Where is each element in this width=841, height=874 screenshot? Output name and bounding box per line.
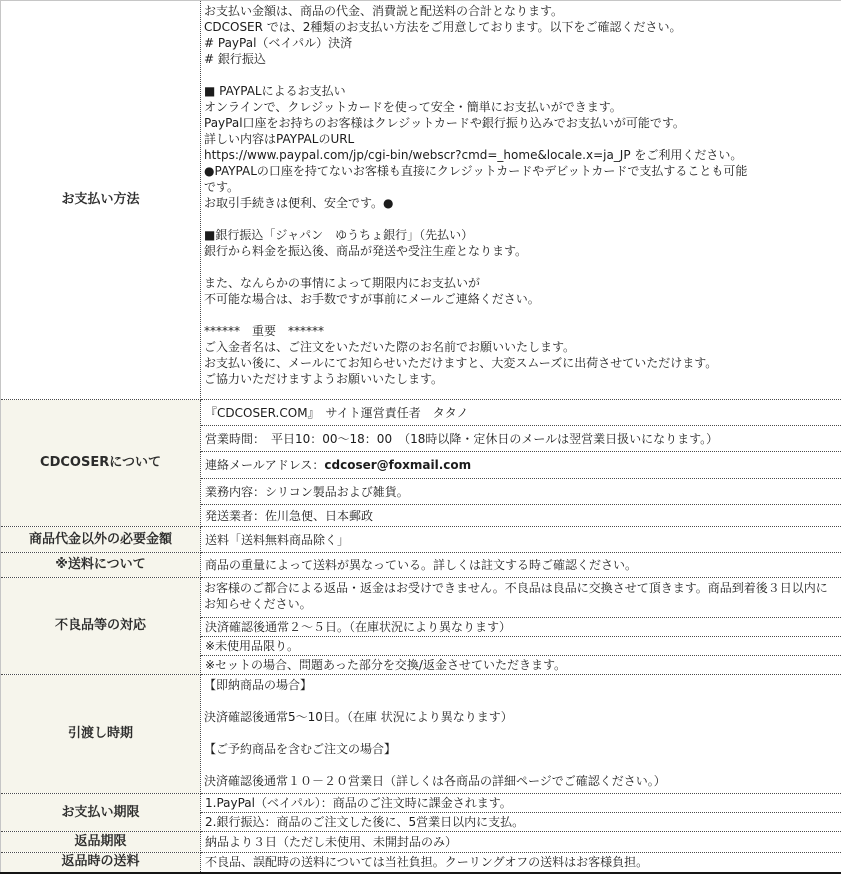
defective-item: 決済確認後通常２～５日。（在庫状況により異なります） xyxy=(201,618,841,637)
row-header-extra-fees: 商品代金以外の必要金額 xyxy=(1,527,201,553)
text-line: 決済確認後通常5～10日。（在庫 状況により異なります） xyxy=(204,709,838,725)
text-line: ご協力いただけますようお願いいたします。 xyxy=(204,371,838,387)
row-return-deadline xyxy=(1,832,841,853)
row-header-defective: 不良品等の対応 xyxy=(1,578,201,675)
blank-line xyxy=(204,693,838,709)
text-line: お支払い後に、メールにてお知らせいただけますと、大変スムーズに出荷させていただけます。 xyxy=(204,355,838,371)
row-return-shipping xyxy=(1,853,841,873)
text-line: 【ご予約商品を含むご注文の場合】 xyxy=(204,741,838,757)
about-business-line: 業務内容：シリコン製品および雑貨。 xyxy=(201,479,841,505)
row-header-about: CDCOSERについて xyxy=(1,400,201,527)
payment-method-content xyxy=(201,1,841,400)
text-line: ●PAYPALの口座を持てないお客様も直接にクレジットカードやデビットカードで支払することも可能 xyxy=(204,163,838,179)
return-deadline-content: 納品より３日（ただし未使用、未開封品のみ） xyxy=(201,832,841,853)
text-line: 銀行から料金を振込後、商品が発送や受注生産となります。 xyxy=(204,243,838,259)
row-header-return-deadline: 返品期限 xyxy=(1,832,201,853)
about-hours-line: 営業時間： 平日10：00～18：00 （18時以降・定休日のメールは翌営業日扱いになります。） xyxy=(201,426,841,452)
text-line: 【即納商品の場合】 xyxy=(204,677,838,693)
text-line: です。 xyxy=(204,179,838,195)
text-line: オンラインで、クレジットカードを使って安全・簡単にお支払いができます。 xyxy=(204,99,838,115)
row-header-return-shipping: 返品時の送料 xyxy=(1,853,201,873)
text-line: お取引手続きは便利、安全です。● xyxy=(204,195,838,211)
row-header-delivery-period: 引渡し時期 xyxy=(1,675,201,794)
blank-line xyxy=(204,307,838,323)
important-marker-line: ****** 重要 ****** xyxy=(204,323,838,339)
defective-item: ※セットの場合、問題あった部分を交換/返金させていただきます。 xyxy=(201,656,841,675)
row-shipping-note xyxy=(1,553,841,578)
blank-line xyxy=(204,67,838,83)
defective-item: お客様のご都合による返品・返金はお受けできません。不良品は良品に交換させて頂きます。商品到着後３日以内にお知らせください。 xyxy=(201,578,841,618)
text-line: ■ PAYPALによるお支払い xyxy=(204,83,838,99)
row-extra-fees xyxy=(1,527,841,553)
text-line: CDCOSER では、2種類のお支払い方法をご用意しております。以下をご確認ください。 xyxy=(204,19,838,35)
row-payment-deadline-1 xyxy=(1,794,841,813)
text-line: PayPal口座をお持ちのお客様はクレジットカードや銀行振り込みでお支払いが可能です。 xyxy=(204,115,838,131)
extra-fees-content: 送料「送料無料商品除く」 xyxy=(201,527,841,553)
about-shipper-line: 発送業者：佐川急便、日本郵政 xyxy=(201,505,841,527)
row-delivery-period xyxy=(1,675,841,794)
text-line: 詳しい内容はPAYPALのURL xyxy=(204,131,838,147)
row-payment-method xyxy=(1,1,841,400)
text-line: お支払い金額は、商品の代金、消費説と配送料の合計となります。 xyxy=(204,3,838,19)
text-line: 決済確認後通常１０－２０営業日（詳しくは各商品の詳細ページでご確認ください。） xyxy=(204,773,838,789)
defective-item: ※未使用品限り。 xyxy=(201,637,841,656)
text-line: ■銀行振込「ジャパン ゆうちょ銀行」（先払い） xyxy=(204,227,838,243)
text-line: 不可能な場合は、お手数ですが事前にメールご連絡ください。 xyxy=(204,291,838,307)
text-line: # PayPal（ベイパル）決済 xyxy=(204,35,838,51)
contact-label: 連絡メールアドレス： xyxy=(205,458,324,472)
shipping-note-content: 商品の重量によって送料が異なっている。詳しくは註文する時ご確認ください。 xyxy=(201,553,841,578)
row-defective-1 xyxy=(1,578,841,618)
delivery-period-content xyxy=(201,675,841,794)
about-site-line: 『CDCOSER.COM』 サイト運営責任者 タタノ xyxy=(201,400,841,426)
payment-deadline-item: 2.銀行振込：商品のご注文した後に、5営業日以内に支払。 xyxy=(201,813,841,832)
about-contact-line xyxy=(201,452,841,479)
text-line: また、なんらかの事情によって期限内にお支払いが xyxy=(204,275,838,291)
row-about-site xyxy=(1,400,841,426)
blank-line xyxy=(204,757,838,773)
text-line: ご入金者名は、ご注文をいただいた際のお名前でお願いいたします。 xyxy=(204,339,838,355)
return-shipping-content: 不良品、誤配時の送料については当社負担。クーリングオフの送料はお客様負担。 xyxy=(201,853,841,873)
blank-line xyxy=(204,259,838,275)
blank-line xyxy=(204,725,838,741)
paypal-url-line: https://www.paypal.com/jp/cgi-bin/webscr?cmd=_home&locale.x=ja_JP をご利用ください。 xyxy=(204,147,838,163)
row-header-shipping-note: ※送料について xyxy=(1,553,201,578)
blank-line xyxy=(204,211,838,227)
row-header-payment-method: お支払い方法 xyxy=(1,1,201,400)
contact-email: cdcoser@foxmail.com xyxy=(324,458,471,472)
payment-deadline-item: 1.PayPal（ベイパル）：商品のご注文時に課金されます。 xyxy=(201,794,841,813)
text-line: # 銀行振込 xyxy=(204,51,838,67)
row-header-payment-deadline: お支払い期限 xyxy=(1,794,201,832)
